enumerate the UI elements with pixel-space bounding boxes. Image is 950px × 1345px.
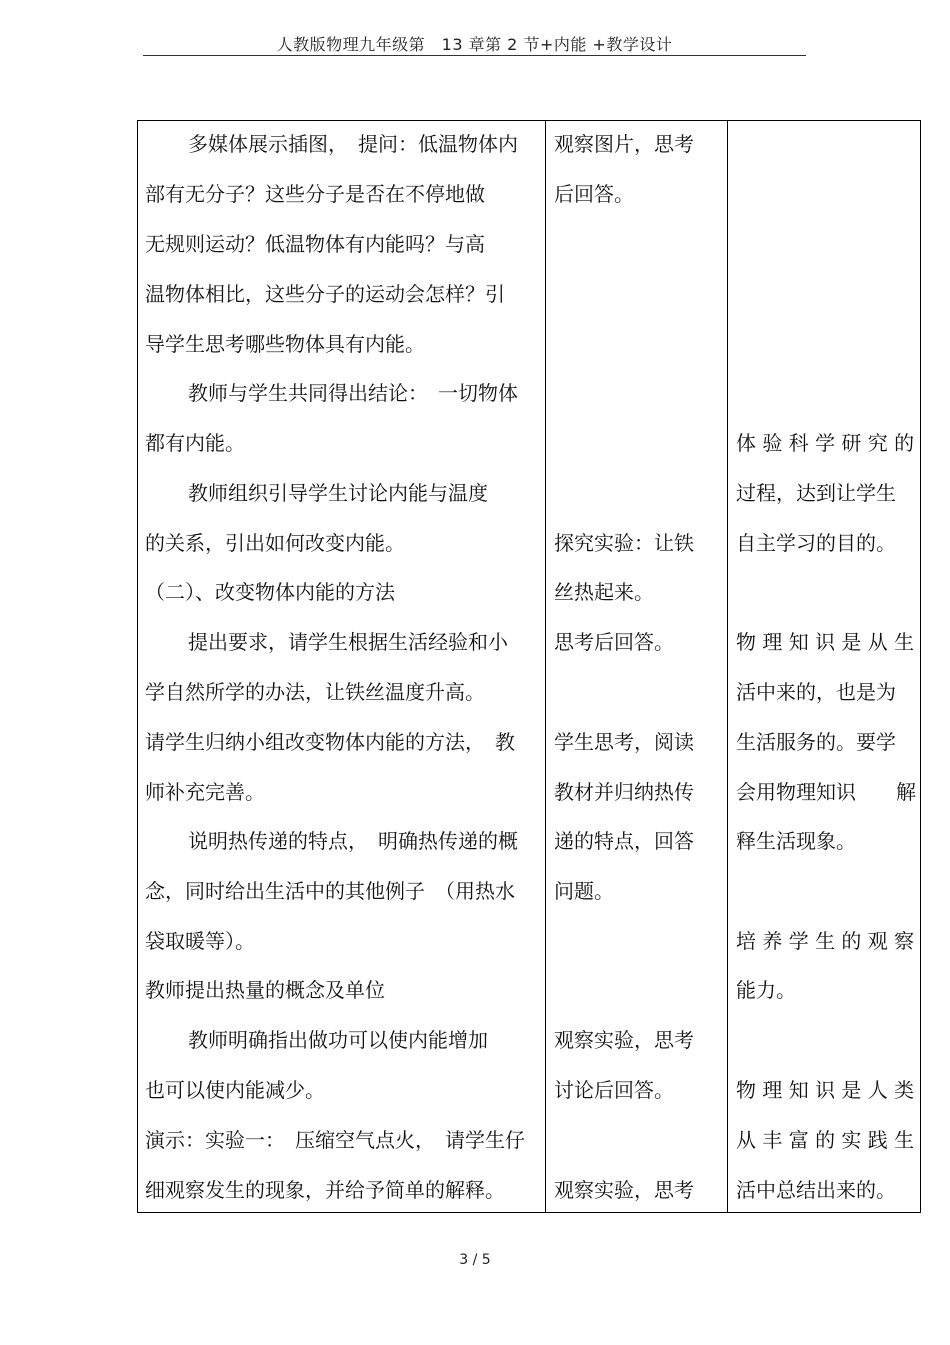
teacher-activity-line: 学自然所学的办法，让铁丝温度升高。 <box>145 680 485 704</box>
column-divider <box>727 121 728 1212</box>
teacher-activity-line: 导学生思考哪些物体具有内能。 <box>145 332 425 356</box>
teacher-activity-line: 教师组织引导学生讨论内能与温度 <box>188 481 488 505</box>
design-intent-line: 自主学习的目的。 <box>736 531 896 555</box>
design-intent-line: 活中总结出来的。 <box>736 1178 896 1202</box>
design-intent-line: 体 验 科 学 研 究 的 <box>736 431 915 455</box>
student-activity-line: 递的特点，回答 <box>554 829 694 853</box>
page-number: 3 / 5 <box>459 1252 491 1268</box>
teacher-activity-line: 师补充完善。 <box>145 780 265 804</box>
teacher-activity-line: 提出要求，请学生根据生活经验和小 <box>188 630 508 654</box>
teacher-activity-line: 部有无分子？这些分子是否在不停地做 <box>145 182 485 206</box>
column-divider <box>545 121 546 1212</box>
teacher-activity-line: 教师提出热量的概念及单位 <box>145 978 385 1002</box>
design-intent-line: 物 理 知 识 是 从 生 <box>736 630 915 654</box>
teacher-activity-line: 教师与学生共同得出结论： 一切物体 <box>188 381 518 405</box>
student-activity-line: 探究实验：让铁 <box>554 531 694 555</box>
teacher-activity-line: 教师明确指出做功可以使内能增加 <box>188 1028 488 1052</box>
design-intent-line: 生活服务的。要学 <box>736 730 896 754</box>
student-activity-line: 思考后回答。 <box>554 630 674 654</box>
student-activity-line: 观察实验，思考 <box>554 1178 694 1202</box>
student-activity-line: 学生思考，阅读 <box>554 730 694 754</box>
design-intent-line: 会用物理知识 解 <box>736 780 916 804</box>
design-intent-line: 从 丰 富 的 实 践 生 <box>736 1128 915 1152</box>
teacher-activity-line: 袋取暖等）。 <box>145 929 255 953</box>
teacher-activity-line: 无规则运动？低温物体有内能吗？与高 <box>145 232 485 256</box>
teacher-activity-line: 请学生归纳小组改变物体内能的方法， 教 <box>145 730 515 754</box>
student-activity-line: 教材并归纳热传 <box>554 780 694 804</box>
student-activity-line: 后回答。 <box>554 182 634 206</box>
student-activity-line: 丝热起来。 <box>554 580 654 604</box>
teacher-activity-line: 的关系，引出如何改变内能。 <box>145 531 405 555</box>
section-heading: （二）、改变物体内能的方法 <box>145 580 395 604</box>
design-intent-line: 物 理 知 识 是 人 类 <box>736 1078 915 1102</box>
student-activity-line: 讨论后回答。 <box>554 1078 674 1102</box>
header-rule <box>143 55 806 56</box>
design-intent-line: 过程，达到让学生 <box>736 481 896 505</box>
teacher-activity-line: 念，同时给出生活中的其他例子 （用热水 <box>145 879 515 903</box>
teacher-activity-line: 也可以使内能减少。 <box>145 1078 325 1102</box>
teacher-activity-line: 说明热传递的特点， 明确热传递的概 <box>188 829 518 853</box>
design-intent-line: 能力。 <box>736 978 796 1002</box>
student-activity-line: 问题。 <box>554 879 614 903</box>
lesson-table <box>137 120 921 1213</box>
teacher-activity-line: 温物体相比，这些分子的运动会怎样？引 <box>145 282 505 306</box>
teacher-activity-line: 演示：实验一： 压缩空气点火， 请学生仔 <box>145 1128 525 1152</box>
teacher-activity-line: 多媒体展示插图， 提问：低温物体内 <box>188 132 518 156</box>
student-activity-line: 观察实验，思考 <box>554 1028 694 1052</box>
design-intent-line: 释生活现象。 <box>736 829 856 853</box>
design-intent-line: 培 养 学 生 的 观 察 <box>736 929 915 953</box>
design-intent-line: 活中来的，也是为 <box>736 680 896 704</box>
student-activity-line: 观察图片，思考 <box>554 132 694 156</box>
teacher-activity-line: 细观察发生的现象，并给予简单的解释。 <box>145 1178 505 1202</box>
teacher-activity-line: 都有内能。 <box>145 431 245 455</box>
document-header: 人教版物理九年级第 13 章第 2 节+内能 +教学设计 <box>276 35 673 54</box>
